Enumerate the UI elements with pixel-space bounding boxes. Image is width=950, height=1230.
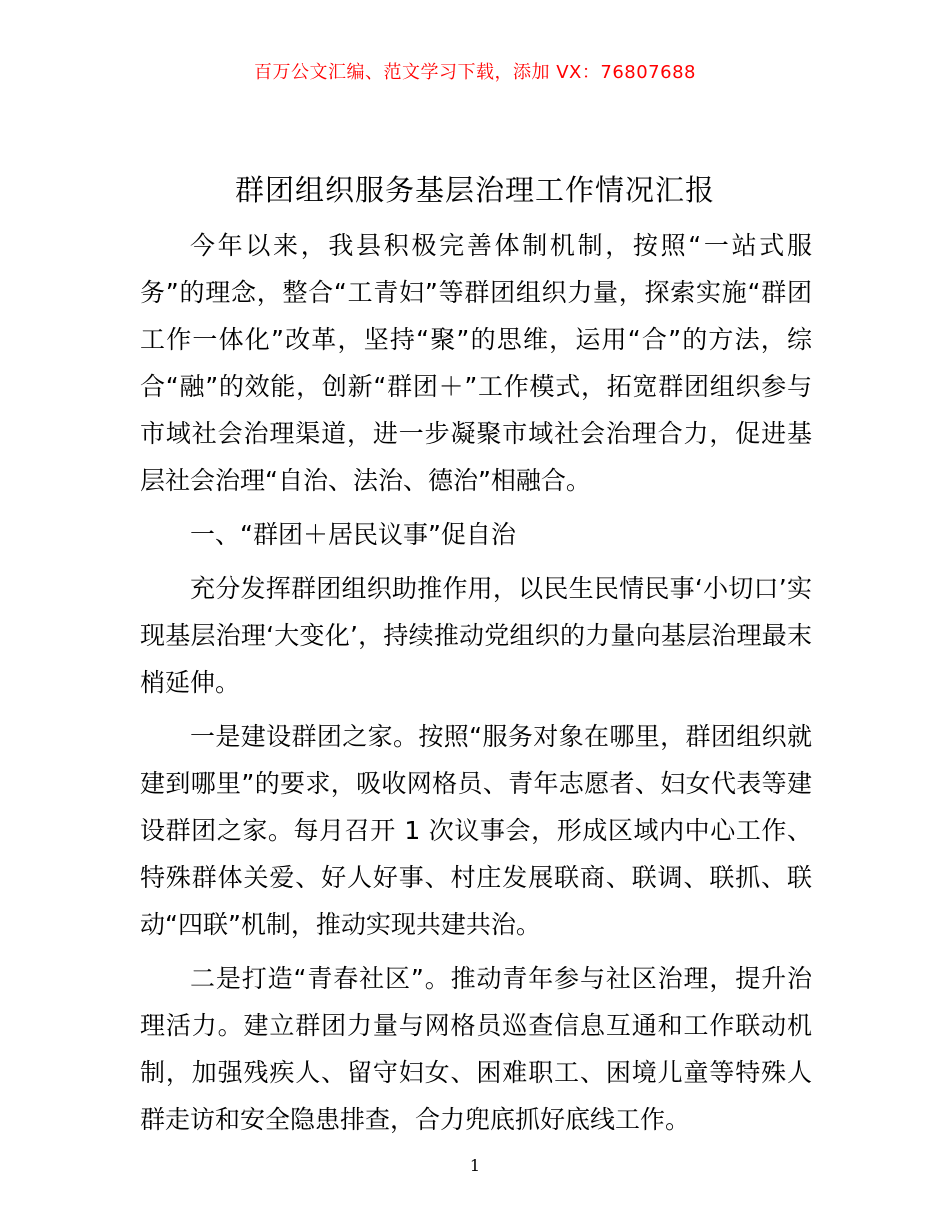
watermark-header: 百万公文汇编、范文学习下载，添加 VX：76807688 (254, 62, 696, 83)
section-heading: 一、“群团＋居民议事”促自治 (190, 520, 516, 549)
document-body (140, 222, 812, 1150)
intro-paragraph: 今年以来，我县积极完善体制机制，按照“一站式服务”的理念，整合“工青妇”等群团组织力量，探索实施“群团工作一体化”改革，坚持“聚”的思维，运用“合”的方法，综合“融”的效能，创新“群团＋”工作模式，拓宽群团组织参与市域社会治理渠道，进一步凝聚市域社会治理合力，促进基层社会治理“自治、法治、德治”相融合。 (140, 231, 812, 495)
page-number: 1 (469, 1156, 481, 1175)
section-paragraph: 充分发挥群团组织助推作用，以民生民情民事‘小切口’实现基层治理‘大变化’，持续推动党组织的力量向基层治理最末梢延伸。 (140, 574, 812, 697)
item-paragraph-2: 二是打造“青春社区”。推动青年参与社区治理，提升治理活力。建立群团力量与网格员巡查信息互通和工作联动机制，加强残疾人、留守妇女、困难职工、困境儿童等特殊人群走访和安全隐患排查，合力兜底抓好底线工作。 (140, 964, 812, 1134)
document-title: 群团组织服务基层治理工作情况汇报 (234, 173, 715, 207)
item-paragraph-1: 一是建设群团之家。按照“服务对象在哪里，群团组织就建到哪里”的要求，吸收网格员、青年志愿者、妇女代表等建设群团之家。每月召开 1 次议事会，形成区域内中心工作、特殊群体关爱、好人好事、村庄发展联商、联调、联抓、联动“四联”机制，推动实现共建共治。 (140, 722, 812, 939)
